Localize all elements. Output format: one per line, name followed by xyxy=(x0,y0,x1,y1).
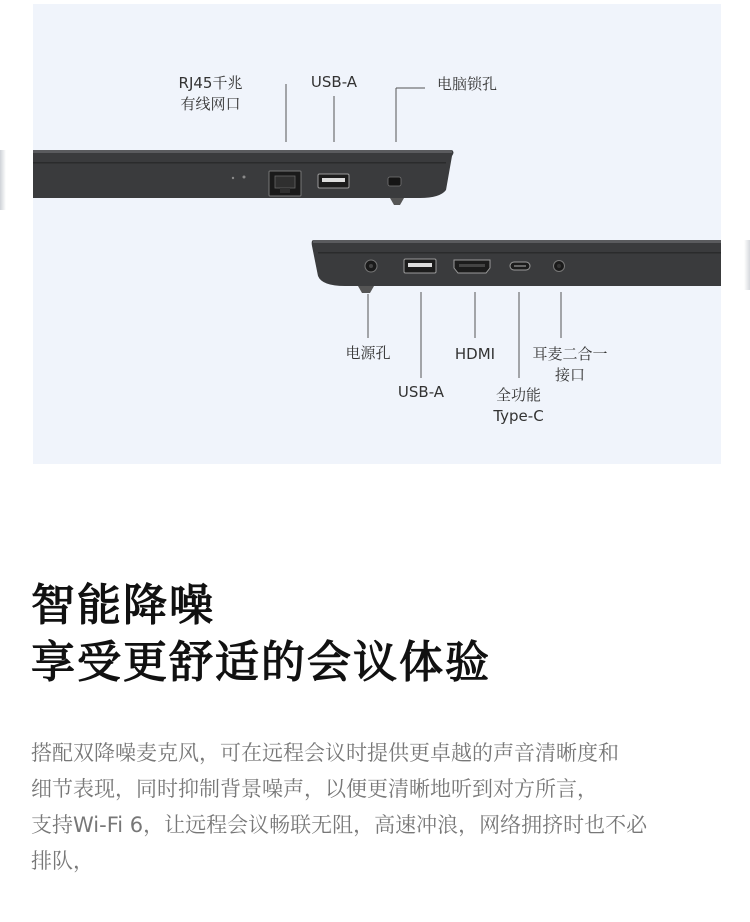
description-line-3: 支持Wi-Fi 6，让远程会议畅联无阻，高速冲浪，网络拥挤时也不必 xyxy=(31,813,648,837)
rj45-label: RJ45千兆 有线网口 xyxy=(178,74,243,113)
headline-line-2: 享受更舒适的会议体验 xyxy=(31,637,491,688)
description-line-2: 细节表现，同时抑制背景噪声，以便更清晰地听到对方所言， xyxy=(31,777,598,801)
leader-lines xyxy=(286,84,561,378)
power-port-icon xyxy=(365,260,377,272)
type-c-port-icon xyxy=(510,262,530,270)
laptop-left-side xyxy=(33,150,454,205)
description-paragraph xyxy=(31,735,731,879)
usb-a-port-top-icon xyxy=(318,174,349,188)
headline-line-1: 智能降噪 xyxy=(31,580,215,631)
audio-jack-icon xyxy=(554,261,565,272)
usb-a-port-bottom-icon xyxy=(404,259,436,273)
hdmi-port-icon xyxy=(454,260,490,273)
description-line-1: 搭配双降噪麦克风，可在远程会议时提供更卓越的声音清晰度和 xyxy=(31,741,619,765)
power-port-label: 电源孔 xyxy=(345,344,391,362)
usb-a-bottom-label: USB-A xyxy=(397,383,445,401)
laptop-right-side xyxy=(312,240,721,293)
combo-jack-label: 耳麦二合一 接口 xyxy=(532,345,608,384)
rj45-port-icon xyxy=(269,171,301,196)
description-line-4: 排队， xyxy=(31,849,94,873)
lock-slot-icon xyxy=(388,177,401,186)
lock-slot-label: 电脑锁孔 xyxy=(436,75,497,93)
usb-a-top-label: USB-A xyxy=(310,73,358,91)
hdmi-label: HDMI xyxy=(454,345,496,363)
type-c-label: 全功能 Type-C xyxy=(493,386,544,425)
